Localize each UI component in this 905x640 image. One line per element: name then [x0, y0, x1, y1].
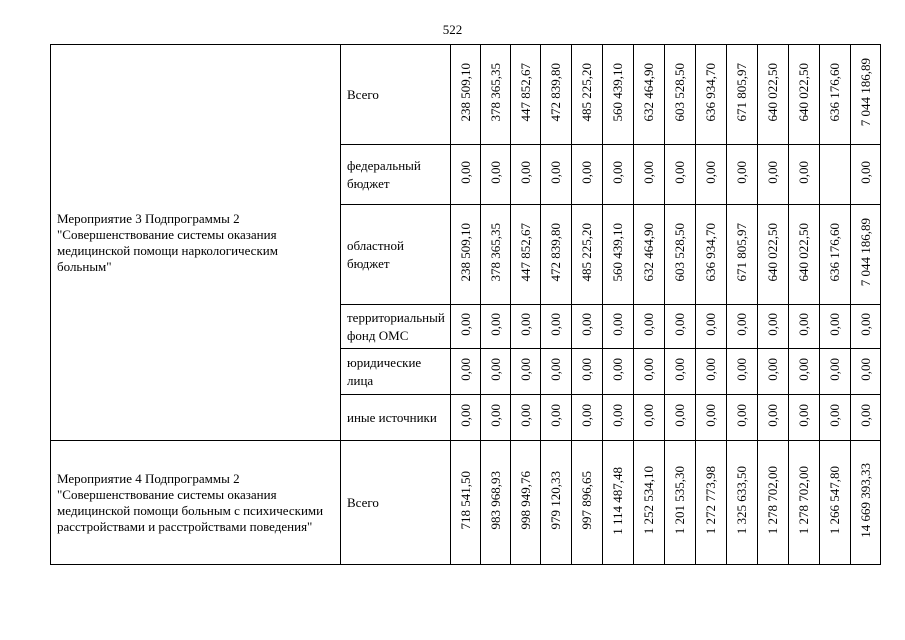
- value-cell: [511, 441, 541, 565]
- value-text: 0,00: [457, 358, 473, 381]
- value-cell: [820, 395, 851, 441]
- value-cell: [603, 45, 634, 145]
- value-cell: [511, 305, 541, 349]
- value-text: 0,00: [796, 161, 811, 184]
- value-text: 1 252 534,10: [641, 466, 656, 535]
- value-cell: [789, 305, 820, 349]
- value-text: 238 509,10: [457, 63, 473, 122]
- value-cell: [451, 205, 481, 305]
- value-cell: [511, 395, 541, 441]
- value-text: 603 528,50: [672, 63, 687, 122]
- value-cell: [572, 441, 603, 565]
- value-cell: [481, 145, 511, 205]
- value-text: 0,00: [765, 404, 780, 427]
- value-cell: [481, 441, 511, 565]
- value-cell: [541, 145, 572, 205]
- value-cell: [758, 305, 789, 349]
- value-text: 632 464,90: [641, 63, 656, 122]
- value-text: 636 934,70: [703, 223, 718, 282]
- value-text: 0,00: [827, 313, 842, 336]
- value-text: 1 272 773,98: [703, 466, 718, 535]
- value-text: 0,00: [703, 313, 718, 336]
- value-text: 0,00: [457, 404, 473, 427]
- funding-source-cell: юридические лица: [341, 349, 451, 395]
- value-cell: [851, 205, 881, 305]
- value-cell: [541, 305, 572, 349]
- value-cell: [541, 441, 572, 565]
- value-text: 0,00: [827, 404, 842, 427]
- value-cell: [634, 305, 665, 349]
- value-cell: [572, 205, 603, 305]
- value-text: 0,00: [579, 358, 594, 381]
- value-text: 0,00: [457, 313, 473, 336]
- value-text: 7 044 186,89: [857, 218, 873, 287]
- value-cell: [696, 305, 727, 349]
- value-text: 0,00: [517, 313, 533, 336]
- value-cell: [665, 145, 696, 205]
- value-cell: [727, 145, 758, 205]
- value-cell: [851, 305, 881, 349]
- value-text: 447 852,67: [517, 223, 533, 282]
- value-text: 0,00: [610, 404, 625, 427]
- funding-source-cell: областной бюджет: [341, 205, 451, 305]
- value-text: 0,00: [641, 358, 656, 381]
- value-text: 0,00: [641, 404, 656, 427]
- value-cell: [572, 395, 603, 441]
- value-cell: [665, 395, 696, 441]
- value-cell: [572, 45, 603, 145]
- value-text: 447 852,67: [517, 63, 533, 122]
- value-text: 0,00: [672, 161, 687, 184]
- value-text: 0,00: [517, 404, 533, 427]
- value-cell: [511, 205, 541, 305]
- value-text: 0,00: [857, 358, 873, 381]
- value-cell: [665, 305, 696, 349]
- value-text: 0,00: [457, 161, 473, 184]
- value-text: 472 839,80: [548, 63, 563, 122]
- value-text: 998 949,76: [517, 471, 533, 530]
- value-text: 0,00: [734, 313, 749, 336]
- value-cell: [603, 205, 634, 305]
- value-text: 560 439,10: [610, 223, 625, 282]
- value-cell: [789, 145, 820, 205]
- value-text: 979 120,33: [548, 471, 563, 530]
- value-text: 560 439,10: [610, 63, 625, 122]
- value-cell: [634, 349, 665, 395]
- value-cell: [696, 441, 727, 565]
- value-cell: [603, 305, 634, 349]
- value-cell: [820, 441, 851, 565]
- value-text: 485 225,20: [579, 223, 594, 282]
- value-text: 0,00: [487, 313, 503, 336]
- value-cell: [541, 349, 572, 395]
- value-text: 0,00: [672, 358, 687, 381]
- value-cell: [851, 45, 881, 145]
- value-text: 1 114 487,48: [610, 466, 625, 535]
- value-text: 636 934,70: [703, 63, 718, 122]
- value-text: 0,00: [548, 358, 563, 381]
- value-cell: [481, 349, 511, 395]
- budget-table: [50, 44, 881, 565]
- value-text: 640 022,50: [796, 223, 811, 282]
- value-text: 0,00: [641, 161, 656, 184]
- value-text: 0,00: [517, 161, 533, 184]
- value-text: 0,00: [857, 161, 873, 184]
- value-cell: [634, 395, 665, 441]
- value-text: 378 365,35: [487, 63, 503, 122]
- value-cell: [541, 205, 572, 305]
- value-text: 1 278 702,00: [765, 466, 780, 535]
- value-text: 1 266 547,80: [827, 466, 842, 535]
- value-cell: [665, 441, 696, 565]
- value-text: 0,00: [857, 404, 873, 427]
- event-name-cell: Мероприятие 4 Подпрограммы 2 "Совершенствование системы оказания медицинской помощи больным с психическими расстройствами и расстройствами поведения": [51, 441, 341, 565]
- event-name-cell: Мероприятие 3 Подпрограммы 2 "Совершенствование системы оказания медицинской помощи наркологическим больным": [51, 45, 341, 441]
- value-cell: [665, 45, 696, 145]
- value-cell: [820, 145, 851, 205]
- value-cell: [851, 395, 881, 441]
- value-cell: [665, 205, 696, 305]
- value-cell: [758, 395, 789, 441]
- table-row: [51, 45, 881, 145]
- value-cell: [451, 395, 481, 441]
- value-text: 0,00: [703, 161, 718, 184]
- value-text: 0,00: [734, 404, 749, 427]
- value-text: 0,00: [796, 313, 811, 336]
- value-text: 0,00: [487, 404, 503, 427]
- value-cell: [451, 349, 481, 395]
- funding-source-cell: территориальный фонд ОМС: [341, 305, 451, 349]
- value-cell: [758, 441, 789, 565]
- value-text: 0,00: [548, 161, 563, 184]
- value-cell: [758, 45, 789, 145]
- value-text: 0,00: [487, 358, 503, 381]
- value-cell: [511, 145, 541, 205]
- value-text: 0,00: [796, 358, 811, 381]
- value-text: 0,00: [703, 358, 718, 381]
- value-cell: [481, 205, 511, 305]
- value-text: 0,00: [517, 358, 533, 381]
- value-text: 485 225,20: [579, 63, 594, 122]
- funding-source-cell: Всего: [341, 45, 451, 145]
- value-cell: [820, 349, 851, 395]
- value-text: 671 805,97: [734, 63, 749, 122]
- value-cell: [634, 441, 665, 565]
- value-cell: [789, 45, 820, 145]
- value-text: 0,00: [734, 358, 749, 381]
- value-text: 636 176,60: [827, 63, 842, 122]
- value-text: 0,00: [487, 161, 503, 184]
- value-cell: [758, 349, 789, 395]
- value-cell: [820, 45, 851, 145]
- value-cell: [541, 395, 572, 441]
- value-cell: [820, 205, 851, 305]
- value-cell: [851, 441, 881, 565]
- value-cell: [451, 145, 481, 205]
- funding-source-cell: федеральный бюджет: [341, 145, 451, 205]
- value-cell: [634, 205, 665, 305]
- value-cell: [634, 145, 665, 205]
- value-cell: [603, 349, 634, 395]
- page-number: 522: [442, 22, 463, 37]
- value-cell: [696, 349, 727, 395]
- value-cell: [789, 205, 820, 305]
- value-text: 14 669 393,33: [857, 463, 873, 538]
- value-text: 640 022,50: [765, 63, 780, 122]
- value-cell: [758, 145, 789, 205]
- value-cell: [789, 441, 820, 565]
- value-text: 0,00: [610, 313, 625, 336]
- value-cell: [727, 305, 758, 349]
- value-text: 0,00: [672, 404, 687, 427]
- value-text: 0,00: [610, 358, 625, 381]
- value-cell: [603, 395, 634, 441]
- value-text: 0,00: [857, 313, 873, 336]
- value-text: 636 176,60: [827, 223, 842, 282]
- value-text: 0,00: [548, 313, 563, 336]
- value-cell: [603, 441, 634, 565]
- value-cell: [727, 45, 758, 145]
- value-cell: [481, 305, 511, 349]
- value-text: 0,00: [610, 161, 625, 184]
- value-text: 0,00: [579, 404, 594, 427]
- value-cell: [481, 395, 511, 441]
- value-text: 0,00: [579, 313, 594, 336]
- value-cell: [603, 145, 634, 205]
- value-cell: [696, 205, 727, 305]
- value-cell: [789, 349, 820, 395]
- value-cell: [572, 349, 603, 395]
- value-cell: [789, 395, 820, 441]
- value-text: 472 839,80: [548, 223, 563, 282]
- value-text: 0,00: [765, 161, 780, 184]
- value-cell: [481, 45, 511, 145]
- value-cell: [851, 145, 881, 205]
- value-cell: [511, 349, 541, 395]
- funding-source-cell: Всего: [341, 441, 451, 565]
- value-text: 640 022,50: [765, 223, 780, 282]
- value-text: 0,00: [641, 313, 656, 336]
- value-text: 632 464,90: [641, 223, 656, 282]
- value-cell: [451, 441, 481, 565]
- value-text: 7 044 186,89: [857, 58, 873, 127]
- value-cell: [665, 349, 696, 395]
- value-text: 0,00: [703, 404, 718, 427]
- value-text: 997 896,65: [579, 471, 594, 530]
- value-text: 0,00: [765, 313, 780, 336]
- value-text: 0,00: [672, 313, 687, 336]
- value-text: 1 201 535,30: [672, 466, 687, 535]
- value-cell: [696, 395, 727, 441]
- funding-source-cell: иные источники: [341, 395, 451, 441]
- value-text: 0,00: [827, 358, 842, 381]
- value-text: 603 528,50: [672, 223, 687, 282]
- value-cell: [572, 145, 603, 205]
- value-cell: [727, 441, 758, 565]
- value-text: 718 541,50: [457, 471, 473, 530]
- value-text: 640 022,50: [796, 63, 811, 122]
- value-cell: [696, 45, 727, 145]
- value-text: 378 365,35: [487, 223, 503, 282]
- value-text: 0,00: [765, 358, 780, 381]
- value-cell: [696, 145, 727, 205]
- value-text: 983 968,93: [487, 471, 503, 530]
- value-cell: [634, 45, 665, 145]
- value-text: 0,00: [579, 161, 594, 184]
- table-row: [51, 441, 881, 565]
- value-text: 1 325 633,50: [734, 466, 749, 535]
- value-cell: [727, 205, 758, 305]
- value-cell: [451, 305, 481, 349]
- value-text: 1 278 702,00: [796, 466, 811, 535]
- value-text: 238 509,10: [457, 223, 473, 282]
- value-text: 0,00: [796, 404, 811, 427]
- value-cell: [851, 349, 881, 395]
- value-text: 0,00: [548, 404, 563, 427]
- value-cell: [572, 305, 603, 349]
- value-cell: [820, 305, 851, 349]
- value-cell: [451, 45, 481, 145]
- value-text: 0,00: [734, 161, 749, 184]
- value-cell: [727, 349, 758, 395]
- value-cell: [727, 395, 758, 441]
- value-text: 671 805,97: [734, 223, 749, 282]
- value-cell: [758, 205, 789, 305]
- value-cell: [511, 45, 541, 145]
- value-cell: [541, 45, 572, 145]
